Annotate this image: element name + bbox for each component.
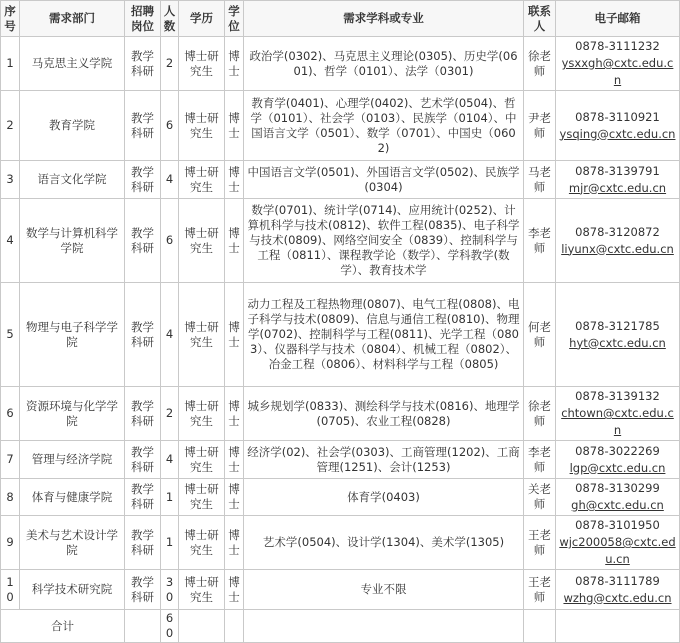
row-email-link[interactable]: chtown@cxtc.edu.cn bbox=[561, 406, 674, 437]
header-degree: 学位 bbox=[225, 1, 244, 37]
row-spec: 经济学(02)、社会学(0303)、工商管理(1202)、工商管理(1251)、会计(1253) bbox=[244, 441, 524, 479]
row-contact: 尹老师 bbox=[524, 91, 556, 161]
total-row bbox=[1, 610, 680, 643]
row-no: 1 bbox=[1, 37, 20, 91]
row-email-link[interactable]: ysxxgh@cxtc.edu.cn bbox=[561, 56, 674, 87]
row-post: 教学科研 bbox=[125, 283, 161, 387]
row-phone: 0878-3121785 bbox=[575, 318, 660, 333]
row-degree: 博士 bbox=[225, 479, 244, 516]
row-phone: 0878-3111789 bbox=[575, 573, 660, 588]
row-post: 教学科研 bbox=[125, 441, 161, 479]
row-email-link[interactable]: lgp@cxtc.edu.cn bbox=[569, 460, 666, 475]
row-count: 1 bbox=[161, 516, 179, 570]
row-spec: 动力工程及工程热物理(0807)、电气工程(0808)、电子科学与技术(0809)、信息与通信工程(0810)、物理学(0702)、控制科学与工程(0811)、光学工程（0803）、仪器科学与技术（0804）、机械工程（0802）、冶金工程（0806）、材料科学与工程（0805) bbox=[244, 283, 524, 387]
row-spec: 体育学(0403) bbox=[244, 479, 524, 516]
row-phone: 0878-3139791 bbox=[575, 163, 660, 178]
row-dept: 语言文化学院 bbox=[20, 161, 125, 199]
row-phone: 0878-3139132 bbox=[575, 389, 660, 403]
row-contact-info bbox=[556, 479, 680, 516]
row-post: 教学科研 bbox=[125, 91, 161, 161]
table-row bbox=[1, 479, 680, 516]
row-spec: 艺术学(0504)、设计学(1304)、美术学(1305) bbox=[244, 516, 524, 570]
row-contact-info bbox=[556, 570, 680, 610]
header-email: 电子邮箱 bbox=[556, 1, 680, 37]
table-row bbox=[1, 91, 680, 161]
row-edu: 博士研究生 bbox=[179, 91, 225, 161]
row-dept: 数学与计算机科学学院 bbox=[20, 199, 125, 283]
row-dept: 马克思主义学院 bbox=[20, 37, 125, 91]
row-count: 4 bbox=[161, 161, 179, 199]
row-spec: 城乡规划学(0833)、测绘科学与技术(0816)、地理学(0705)、农业工程(0828) bbox=[244, 387, 524, 441]
row-post: 教学科研 bbox=[125, 570, 161, 610]
row-count: 4 bbox=[161, 441, 179, 479]
row-degree: 博士 bbox=[225, 199, 244, 283]
row-degree: 博士 bbox=[225, 161, 244, 199]
row-post: 教学科研 bbox=[125, 161, 161, 199]
row-edu: 博士研究生 bbox=[179, 516, 225, 570]
row-phone: 0878-3120872 bbox=[575, 224, 660, 239]
table-row bbox=[1, 516, 680, 570]
row-no: 3 bbox=[1, 161, 20, 199]
header-no: 序号 bbox=[1, 1, 20, 37]
row-count: 6 bbox=[161, 199, 179, 283]
row-contact-info bbox=[556, 516, 680, 570]
row-count: 30 bbox=[161, 570, 179, 610]
row-contact: 李老师 bbox=[524, 199, 556, 283]
row-spec: 数学(0701)、统计学(0714)、应用统计(0252)、计算机科学与技术(0812)、软件工程(0835)、电子科学与技术(0809)、网络空间安全（0839）、控制科学与工程（0811）、课程教学论（数学）、学科教学(数学）、教育技术学 bbox=[244, 199, 524, 283]
row-degree: 博士 bbox=[225, 283, 244, 387]
row-degree: 博士 bbox=[225, 91, 244, 161]
row-degree: 博士 bbox=[225, 37, 244, 91]
header-row bbox=[1, 1, 680, 37]
row-contact-info bbox=[556, 441, 680, 479]
row-email-link[interactable]: liyunx@cxtc.edu.cn bbox=[561, 241, 674, 256]
row-spec: 教育学(0401)、心理学(0402)、艺术学(0504)、哲学（0101）、社会学（0103）、民族学（0104）、中国语言文学（0501）、数学（0701）、中国史（0602) bbox=[244, 91, 524, 161]
row-post: 教学科研 bbox=[125, 516, 161, 570]
table-row bbox=[1, 283, 680, 387]
row-edu: 博士研究生 bbox=[179, 387, 225, 441]
row-degree: 博士 bbox=[225, 570, 244, 610]
row-no: 10 bbox=[1, 570, 20, 610]
row-post: 教学科研 bbox=[125, 199, 161, 283]
table-row bbox=[1, 37, 680, 91]
row-count: 6 bbox=[161, 91, 179, 161]
row-dept: 教育学院 bbox=[20, 91, 125, 161]
row-phone: 0878-3101950 bbox=[575, 518, 660, 532]
row-contact-info bbox=[556, 199, 680, 283]
row-no: 6 bbox=[1, 387, 20, 441]
row-phone: 0878-3111232 bbox=[575, 39, 660, 53]
total-count: 60 bbox=[161, 610, 179, 643]
row-email-link[interactable]: wjc200058@cxtc.edu.cn bbox=[559, 535, 676, 566]
row-dept: 科学技术研究院 bbox=[20, 570, 125, 610]
header-contact: 联系人 bbox=[524, 1, 556, 37]
row-edu: 博士研究生 bbox=[179, 161, 225, 199]
row-dept: 美术与艺术设计学院 bbox=[20, 516, 125, 570]
row-email-link[interactable]: gh@cxtc.edu.cn bbox=[571, 498, 664, 512]
table-row bbox=[1, 161, 680, 199]
row-spec: 中国语言文学(0501)、外国语言文学(0502)、民族学(0304) bbox=[244, 161, 524, 199]
row-dept: 物理与电子科学学院 bbox=[20, 283, 125, 387]
row-count: 2 bbox=[161, 387, 179, 441]
row-post: 教学科研 bbox=[125, 37, 161, 91]
row-spec: 专业不限 bbox=[244, 570, 524, 610]
row-degree: 博士 bbox=[225, 441, 244, 479]
row-edu: 博士研究生 bbox=[179, 37, 225, 91]
row-count: 2 bbox=[161, 37, 179, 91]
row-dept: 管理与经济学院 bbox=[20, 441, 125, 479]
row-count: 4 bbox=[161, 283, 179, 387]
row-contact-info bbox=[556, 283, 680, 387]
row-no: 5 bbox=[1, 283, 20, 387]
row-degree: 博士 bbox=[225, 387, 244, 441]
row-no: 2 bbox=[1, 91, 20, 161]
row-contact: 王老师 bbox=[524, 516, 556, 570]
row-contact: 何老师 bbox=[524, 283, 556, 387]
table-row bbox=[1, 199, 680, 283]
row-no: 9 bbox=[1, 516, 20, 570]
row-post: 教学科研 bbox=[125, 387, 161, 441]
row-email-link[interactable]: wzhg@cxtc.edu.cn bbox=[563, 590, 672, 605]
row-contact-info bbox=[556, 37, 680, 91]
table-row bbox=[1, 441, 680, 479]
table-row bbox=[1, 387, 680, 441]
row-contact-info bbox=[556, 387, 680, 441]
row-phone: 0878-3130299 bbox=[575, 481, 660, 495]
row-edu: 博士研究生 bbox=[179, 199, 225, 283]
row-phone: 0878-3110921 bbox=[575, 109, 660, 124]
row-email-link[interactable]: ysqing@cxtc.edu.cn bbox=[559, 126, 676, 141]
row-count: 1 bbox=[161, 479, 179, 516]
row-dept: 资源环境与化学学院 bbox=[20, 387, 125, 441]
header-edu: 学历 bbox=[179, 1, 225, 37]
header-dept: 需求部门 bbox=[20, 1, 125, 37]
row-contact-info bbox=[556, 161, 680, 199]
row-email-link[interactable]: hyt@cxtc.edu.cn bbox=[569, 335, 666, 350]
row-email-link[interactable]: mjr@cxtc.edu.cn bbox=[568, 180, 667, 195]
row-edu: 博士研究生 bbox=[179, 441, 225, 479]
row-contact: 徐老师 bbox=[524, 37, 556, 91]
total-label: 合计 bbox=[1, 610, 125, 643]
row-contact: 王老师 bbox=[524, 570, 556, 610]
row-no: 4 bbox=[1, 199, 20, 283]
table-row bbox=[1, 570, 680, 610]
row-contact: 关老师 bbox=[524, 479, 556, 516]
row-contact-info bbox=[556, 91, 680, 161]
row-contact: 李老师 bbox=[524, 441, 556, 479]
header-count: 人数 bbox=[161, 1, 179, 37]
header-post: 招聘岗位 bbox=[125, 1, 161, 37]
row-no: 7 bbox=[1, 441, 20, 479]
row-edu: 博士研究生 bbox=[179, 570, 225, 610]
row-edu: 博士研究生 bbox=[179, 479, 225, 516]
row-contact: 马老师 bbox=[524, 161, 556, 199]
row-phone: 0878-3022269 bbox=[575, 443, 660, 458]
row-contact: 徐老师 bbox=[524, 387, 556, 441]
header-spec: 需求学科或专业 bbox=[244, 1, 524, 37]
row-post: 教学科研 bbox=[125, 479, 161, 516]
row-no: 8 bbox=[1, 479, 20, 516]
row-edu: 博士研究生 bbox=[179, 283, 225, 387]
row-dept: 体育与健康学院 bbox=[20, 479, 125, 516]
row-degree: 博士 bbox=[225, 516, 244, 570]
row-spec: 政治学(0302)、马克思主义理论(0305)、历史学(0601)、哲学（0101）、法学（0301) bbox=[244, 37, 524, 91]
